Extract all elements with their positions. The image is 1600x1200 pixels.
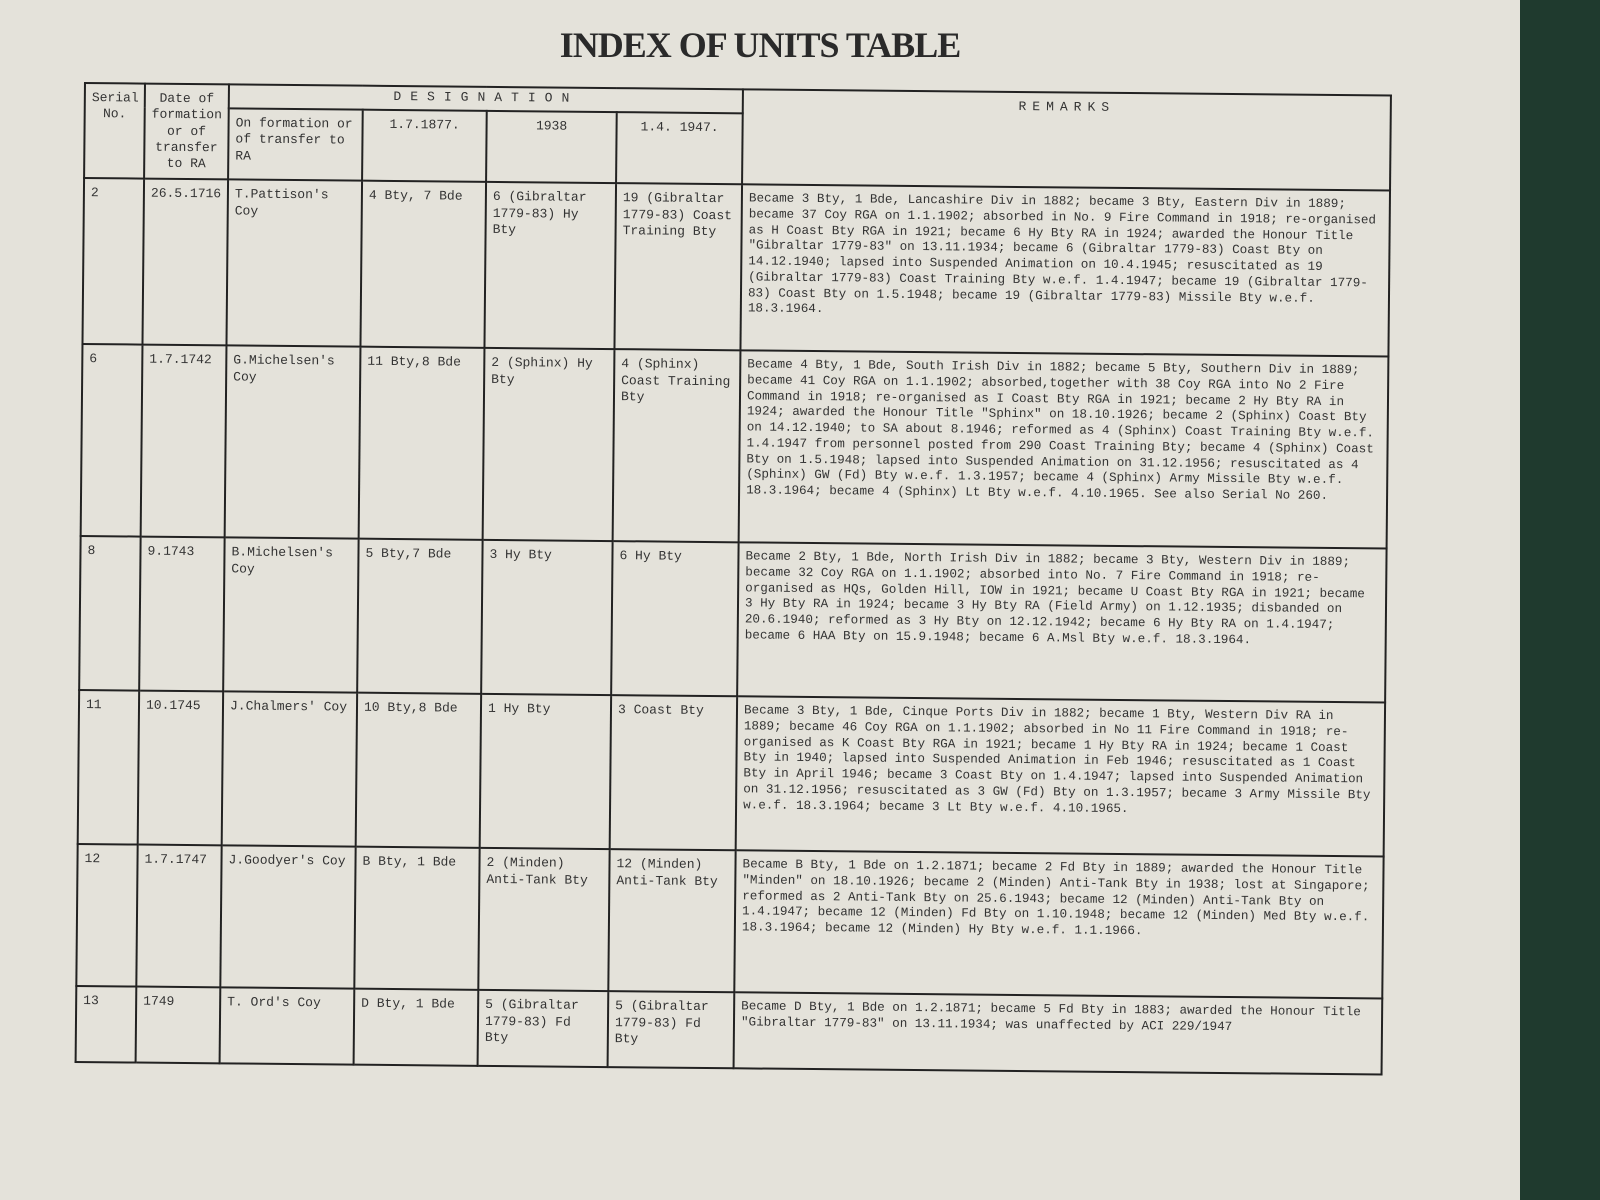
page-title: INDEX OF UNITS TABLE	[559, 25, 961, 65]
header-1877: 1.7.1877.	[362, 110, 487, 182]
remarks-cell: Became D Bty, 1 Bde on 1.2.1871; became 5 Fd Bty in 1883; awarded the Honour Title "Gibraltar 1779-83" on 13.11.1934; was unaffected by ACI 229/1947	[734, 993, 1383, 1075]
formation-cell: B.Michelsen's Coy	[223, 538, 358, 693]
designation-1947-cell: 5 (Gibraltar 1779-83) Fd Bty	[608, 991, 735, 1068]
date-cell: 1749	[136, 987, 221, 1064]
date-cell: 10.1745	[138, 691, 223, 846]
remarks-cell: Became 3 Bty, 1 Bde, Lancashire Div in 1882; became 3 Bty, Eastern Div in 1889; became 37 Coy RGA on 1.1.1902; absorbed in No. 9 Fire Command in 1918; re-organised as H Coast Bty RGA in 1921; became 6 Hy Bty RA in 1924; awarded the Honour Title "Gibraltar 1779-83" on 13.11.1934; became 6 (Gibraltar 1779-83) Coast Bty on 14.12.1940; lapsed into Suspended Animation on 10.4.1945; resuscitated as 19 (Gibraltar 1779-83) Coast Training Bty w.e.f. 1.4.1947; became 19 (Gibraltar 1779-83) Coast Bty on 1.5.1948; became 19 (Gibraltar 1779-83) Missile Bty w.e.f. 18.3.1964.	[740, 185, 1390, 357]
designation-1938-cell: 1 Hy Bty	[480, 694, 611, 849]
designation-1877-cell: 10 Bty,8 Bde	[356, 693, 481, 848]
header-1947: 1.4. 1947.	[616, 112, 743, 184]
serial-cell: 6	[81, 344, 143, 537]
serial-cell: 2	[82, 178, 144, 345]
table-row	[76, 844, 1383, 999]
formation-cell: T.Pattison's Coy	[226, 180, 362, 347]
designation-1947-cell: 6 Hy Bty	[611, 541, 738, 696]
date-cell: 1.7.1747	[136, 845, 221, 988]
remarks-cell: Became 2 Bty, 1 Bde, North Irish Div in 1882; became 3 Bty, Western Div in 1889; became 32 Coy RGA on 1.1.1902; absorbed into No. 7 Fire Command in 1918; re-organised as HQs, Golden Hill, IOW in 1921; became U Coast Bty RGA in 1921; became 3 Hy Bty RA in 1924; became 3 Hy Bty RA (Field Army) on 1.12.1935; disbanded on 20.6.1940; reformed as 3 Hy Bty on 12.12.1942; became 6 Hy Bty RA on 1.4.1947; became 6 HAA Bty on 15.9.1948; became 6 A.Msl Bty w.e.f. 18.3.1964.	[737, 543, 1386, 703]
serial-cell: 11	[78, 690, 139, 845]
designation-1947-cell: 4 (Sphinx) Coast Training Bty	[613, 349, 741, 542]
designation-1938-cell: 6 (Gibraltar 1779-83) Hy Bty	[484, 182, 616, 349]
designation-1877-cell: 4 Bty, 7 Bde	[360, 181, 486, 348]
table-row	[81, 344, 1389, 549]
header-1938: 1938	[486, 111, 617, 183]
header-remarks: REMARKS	[742, 89, 1391, 190]
date-cell: 26.5.1716	[142, 179, 228, 346]
designation-1947-cell: 12 (Minden) Anti-Tank Bty	[608, 849, 735, 992]
designation-1938-cell: 3 Hy Bty	[481, 540, 612, 695]
designation-1947-cell: 3 Coast Bty	[610, 695, 737, 850]
date-cell: 1.7.1742	[141, 345, 227, 538]
book-cover-edge	[1520, 0, 1600, 1200]
remarks-cell: Became B Bty, 1 Bde on 1.2.1871; became 2 Fd Bty in 1889; awarded the Honour Title "Minden" on 18.10.1926; became 2 (Minden) Anti-Tank Bty in 1938; lost at Singapore; reformed as 2 Anti-Tank Bty on 25.6.1943; became 12 (Minden) Anti-Tank Bty on 1.4.1947; became 12 (Minden) Fd Bty on 1.10.1948; became 12 (Minden) Med Bty w.e.f. 18.3.1964; became 12 (Minden) Hy Bty w.e.f. 1.1.1966.	[734, 851, 1383, 999]
table-row	[78, 690, 1385, 857]
designation-1938-cell: 2 (Minden) Anti-Tank Bty	[478, 848, 609, 991]
remarks-cell: Became 4 Bty, 1 Bde, South Irish Div in 1882; became 5 Bty, Southern Div in 1889; became 41 Coy RGA on 1.1.1902; absorbed,together with 38 Coy RGA into No 2 Fire Command in 1918; re-organised as I Coast Bty RGA in 1921; became 2 Hy Bty RA in 1924; awarded the Honour Title "Sphinx" on 18.10.1926; became 2 (Sphinx) Coast Bty on 14.12.1940; to SA about 8.1946; reformed as 4 (Sphinx) Coast Training Bty w.e.f. 1.4.1947 from personnel posted from 290 Coast Training Bty; became 4 (Sphinx) Coast Bty on 1.5.1948; lapsed into Suspended Animation on 31.12.1956; resuscitated as 4 (Sphinx) GW (Fd) Bty w.e.f. 1.3.1957; became 4 (Sphinx) Army Missile Bty w.e.f. 18.3.1964; became 4 (Sphinx) Lt Bty w.e.f. 4.10.1965. See also Serial No 260.	[739, 351, 1389, 549]
serial-cell: 13	[76, 986, 137, 1063]
formation-cell: J.Chalmers' Coy	[222, 692, 357, 847]
table-row	[76, 986, 1383, 1075]
designation-1877-cell: B Bty, 1 Bde	[354, 847, 479, 990]
table-row	[79, 536, 1386, 703]
table-row	[82, 178, 1390, 357]
serial-cell: 8	[79, 536, 140, 691]
designation-1877-cell: 11 Bty,8 Bde	[359, 347, 485, 540]
index-of-units-table	[75, 82, 1392, 1076]
designation-1877-cell: D Bty, 1 Bde	[354, 989, 479, 1066]
formation-cell: T. Ord's Coy	[220, 988, 355, 1065]
designation-1947-cell: 19 (Gibraltar 1779-83) Coast Training Bty	[614, 183, 742, 350]
designation-1877-cell: 5 Bty,7 Bde	[357, 539, 482, 694]
header-serial: Serial No.	[84, 83, 145, 179]
date-cell: 9.1743	[139, 537, 224, 692]
header-on-formation: On formation or of transfer to RA	[228, 108, 363, 181]
serial-cell: 12	[76, 844, 137, 987]
header-date: Date of formation or of transfer to RA	[144, 84, 229, 180]
formation-cell: J.Goodyer's Coy	[220, 846, 355, 989]
header-designation: DESIGNATION	[229, 84, 743, 113]
formation-cell: G.Michelsen's Coy	[225, 346, 361, 539]
designation-1938-cell: 5 (Gibraltar 1779-83) Fd Bty	[478, 990, 609, 1067]
remarks-cell: Became 3 Bty, 1 Bde, Cinque Ports Div in 1882; became 1 Bty, Western Div RA in 1889; became 46 Coy RGA on 1.1.1902; absorbed in No 11 Fire Command in 1918; re-organised as K Coast Bty RGA in 1921; became 1 Hy Bty RA in 1924; became 1 Coast Bty in 1940; lapsed into Suspended Animation in Feb 1946; resuscitated as 1 Coast Bty in April 1946; became 3 Coast Bty on 1.4.1947; lapsed into Suspended Animation on 31.12.1956; resuscitated as 3 GW (Fd) Bty on 1.3.1957; became 3 Army Missile Bty w.e.f. 18.3.1964; became 3 Lt Bty w.e.f. 4.10.1965.	[736, 697, 1385, 857]
designation-1938-cell: 2 (Sphinx) Hy Bty	[483, 348, 615, 541]
